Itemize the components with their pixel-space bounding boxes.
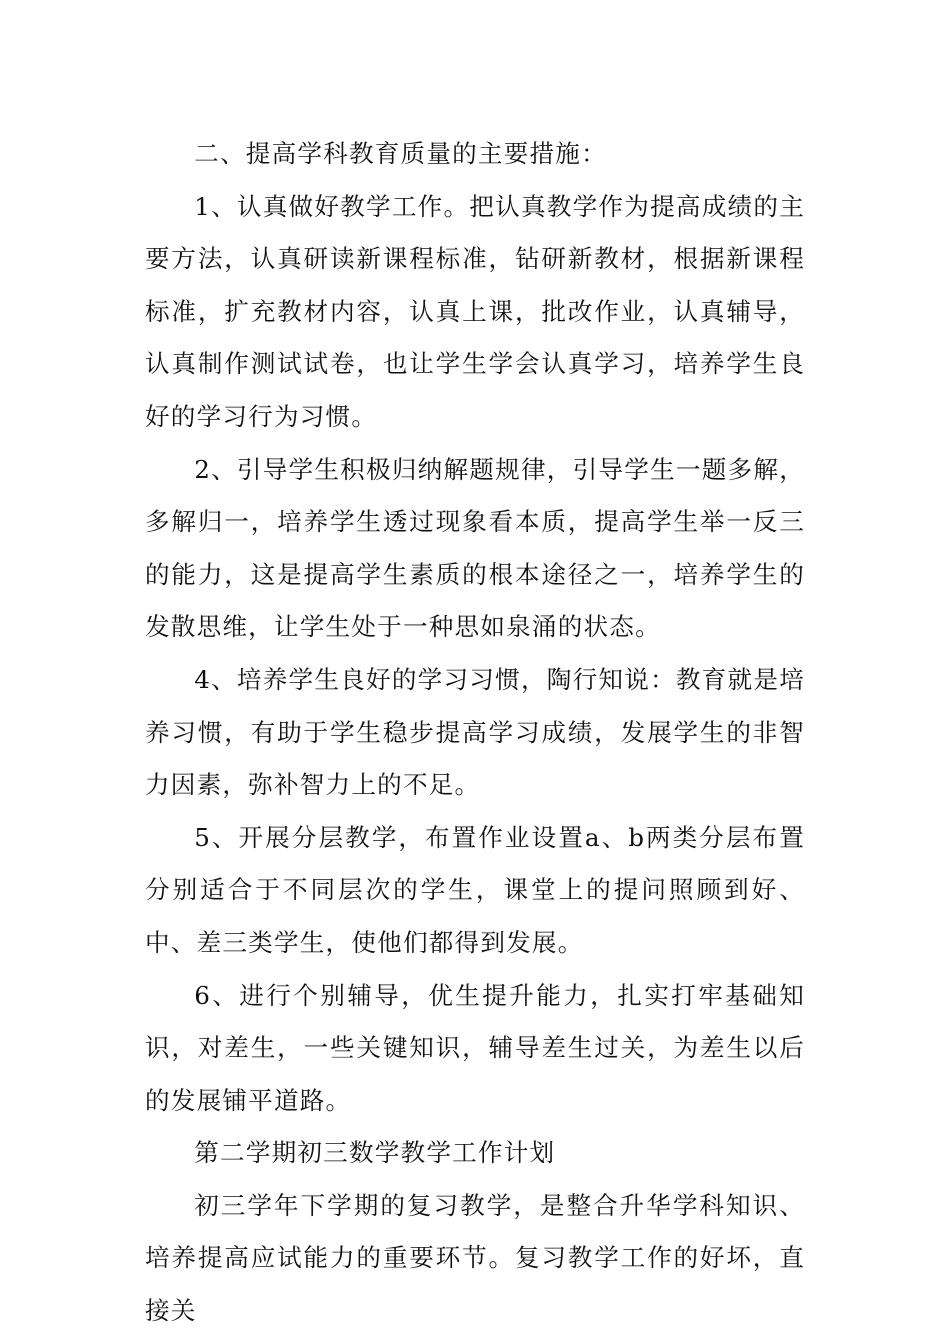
paragraph-measure-4: 4、培养学生良好的学习习惯，陶行知说：教育就是培养习惯，有助于学生稳步提高学习成绩，发展学生的非智力因素，弥补智力上的不足。 bbox=[145, 664, 805, 800]
paragraph-measure-1: 1、认真做好教学工作。把认真教学作为提高成绩的主要方法，认真研读新课程标准，钻研新教材，根据新课程标准，扩充教材内容，认真上课，批改作业，认真辅导，认真制作测试试卷，也让学生学会认真学习，培养学生良好的学习行为习惯。 bbox=[145, 191, 805, 431]
plan-title: 第二学期初三数学教学工作计划 bbox=[194, 1138, 556, 1168]
section-heading: 二、提高学科教育质量的主要措施： bbox=[194, 139, 607, 168]
paragraph-measure-2: 2、引导学生积极归纳解题规律，引导学生一题多解，多解归一，培养学生透过现象看本质，提高学生举一反三的能力，这是提高学生素质的根本途径之一，培养学生的发散思维，让学生处于一种思如泉涌的状态。 bbox=[145, 454, 805, 642]
paragraph-measure-5: 5、开展分层教学，布置作业设置a、b两类分层布置分别适合于不同层次的学生，课堂上的提问照顾到好、中、差三类学生，使他们都得到发展。 bbox=[145, 822, 805, 957]
document-page bbox=[145, 128, 805, 1338]
paragraph-measure-6: 6、进行个别辅导，优生提升能力，扎实打牢基础知识，对差生，一些关键知识，辅导差生过关，为差生以后的发展铺平道路。 bbox=[145, 980, 805, 1115]
paragraph-intro: 初三学年下学期的复习教学，是整合升华学科知识、培养提高应试能力的重要环节。复习教学工作的好坏，直接关 bbox=[145, 1190, 805, 1326]
